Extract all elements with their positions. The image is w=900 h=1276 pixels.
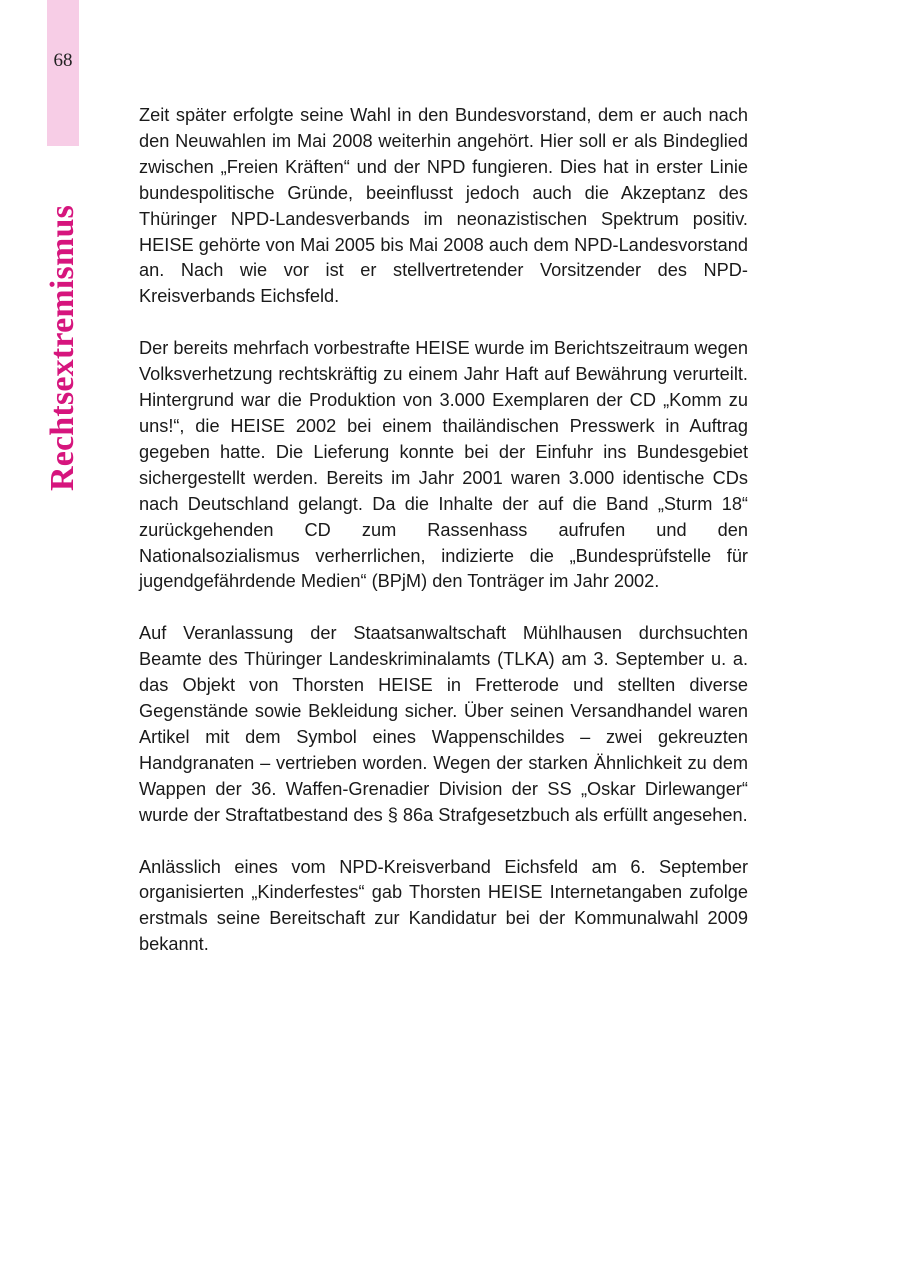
paragraph: Anlässlich eines vom NPD-Kreisverband Eichsfeld am 6. September organisierten „Kinderfestes“ gab Thorsten HEISE Internetangaben zufolge erstmals seine Bereitschaft zur Kandidatur bei der Kommunalwahl 2009 bekannt. [139, 856, 748, 955]
section-label: Rechtsextremismus [44, 204, 81, 492]
paragraph: Auf Veranlassung der Staatsanwaltschaft Mühlhausen durchsuchten Beamte des Thüringer Landeskriminalamts (TLKA) am 3. September u. a. das Objekt von Thorsten HEISE in Fretterode und stellten diverse Gegenstände sowie Bekleidung sicher. Über seinen Versandhandel waren Artikel mit dem Symbol eines Wappenschildes – zwei gekreuzten Handgranaten – vertrieben worden. Wegen der starken Ähnlichkeit zu dem Wappen der 36. Waffen-Grenadier Division der SS „Oskar Dirlewanger“ wurde der Straftatbestand des § 86a Strafgesetzbuch als erfüllt angesehen. [139, 623, 748, 825]
section-tab [47, 0, 79, 146]
page-number: 68 [53, 50, 73, 71]
body-text [139, 103, 748, 984]
paragraph: Der bereits mehrfach vorbestrafte HEISE wurde im Berichtszeitraum wegen Volksverhetzung rechtskräftig zu einem Jahr Haft auf Bewährung verurteilt. Hintergrund war die Produktion von 3.000 Exemplaren der CD „Komm zu uns!“, die HEISE 2002 bei einem thailändischen Presswerk in Auftrag gegeben hatte. Die Lieferung konnte bei der Einfuhr ins Bundesgebiet sichergestellt werden. Bereits im Jahr 2001 waren 3.000 identische CDs nach Deutschland gelangt. Da die Inhalte der auf die Band „Sturm 18“ zurückgehenden CD zum Rassenhass aufrufen und den Nationalsozialismus verherrlichen, indizierte die „Bundesprüfstelle für jugendgefährdende Medien“ (BPjM) den Tonträger im Jahr 2002. [139, 338, 748, 592]
paragraph: Zeit später erfolgte seine Wahl in den Bundesvorstand, dem er auch nach den Neuwahlen im Mai 2008 weiterhin angehört. Hier soll er als Bindeglied zwischen „Freien Kräften“ und der NPD fungieren. Dies hat in erster Linie bundespolitische Gründe, beeinflusst jedoch auch die Akzeptanz des Thüringer NPD-Landesverbands im neonazistischen Spektrum positiv. HEISE gehörte von Mai 2005 bis Mai 2008 auch dem NPD-Landesvorstand an. Nach wie vor ist er stellvertretender Vorsitzender des NPD-Kreisverbands Eichsfeld. [139, 105, 748, 307]
